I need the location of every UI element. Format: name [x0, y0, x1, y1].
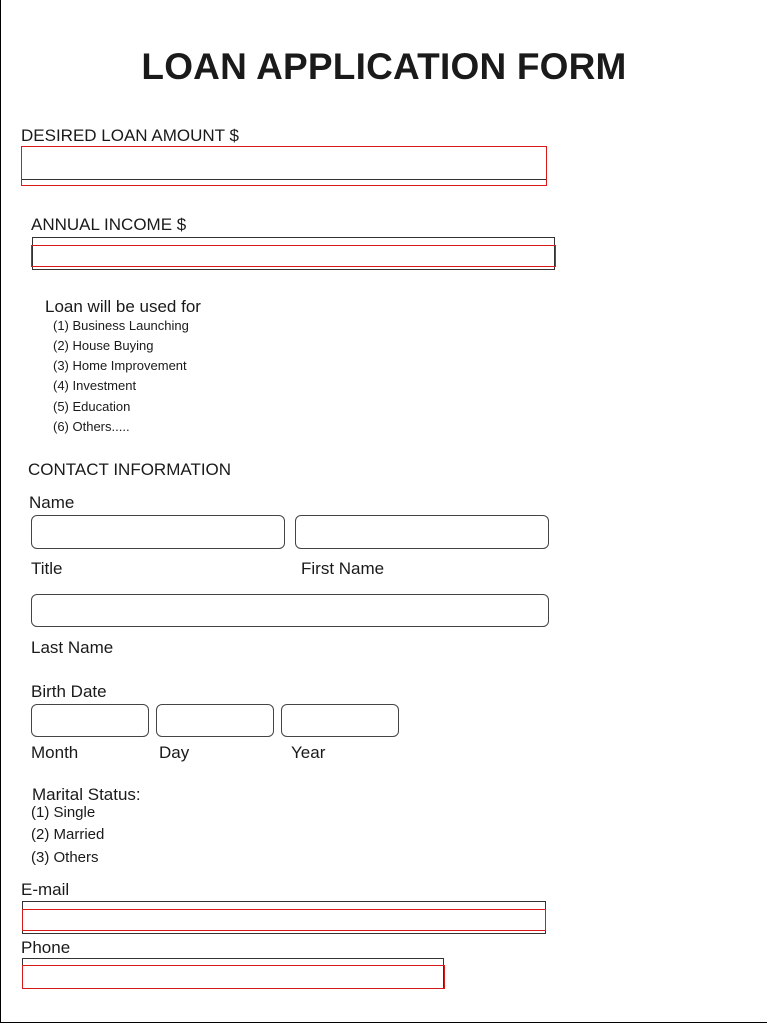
birth-month-input[interactable] [31, 704, 149, 737]
first-name-label: First Name [301, 559, 385, 578]
phone-input[interactable] [22, 965, 445, 989]
email-field-group [22, 901, 546, 935]
day-label: Day [159, 743, 190, 762]
title-label: Title [31, 559, 63, 578]
loan-amount-label: DESIRED LOAN AMOUNT $ [21, 126, 239, 145]
birth-year-input[interactable] [281, 704, 399, 737]
annual-income-label: ANNUAL INCOME $ [31, 215, 187, 234]
last-name-input[interactable] [31, 594, 549, 627]
name-label: Name [29, 493, 75, 512]
page-title: LOAN APPLICATION FORM [141, 46, 627, 87]
contact-information-heading: CONTACT INFORMATION [28, 460, 232, 479]
first-name-input[interactable] [295, 515, 549, 549]
email-input[interactable] [22, 909, 546, 931]
marital-status-heading: Marital Status: [32, 785, 141, 804]
birth-day-input[interactable] [156, 704, 274, 737]
title-input[interactable] [31, 515, 285, 549]
marital-status-option: (2) Married [31, 826, 105, 843]
loan-purpose-option: (1) Business Launching [53, 318, 189, 333]
annual-income-field-group [31, 237, 556, 271]
loan-amount-field-group [21, 146, 547, 186]
loan-purpose-option: (5) Education [53, 399, 131, 414]
marital-status-option: (3) Others [31, 849, 99, 866]
loan-amount-input[interactable] [21, 146, 547, 186]
loan-purpose-option: (6) Others..... [53, 419, 130, 434]
loan-purpose-option: (3) Home Improvement [53, 358, 187, 373]
loan-purpose-heading: Loan will be used for [45, 297, 201, 316]
loan-purpose-option: (4) Investment [53, 378, 137, 393]
email-label: E-mail [21, 880, 70, 899]
year-label: Year [291, 743, 326, 762]
phone-field-group [22, 958, 445, 990]
marital-status-option: (1) Single [31, 804, 96, 821]
birth-date-label: Birth Date [31, 682, 107, 701]
month-label: Month [31, 743, 79, 762]
phone-label: Phone [21, 938, 71, 957]
annual-income-input[interactable] [31, 245, 556, 267]
loan-purpose-option: (2) House Buying [53, 338, 154, 353]
last-name-label: Last Name [31, 638, 114, 657]
